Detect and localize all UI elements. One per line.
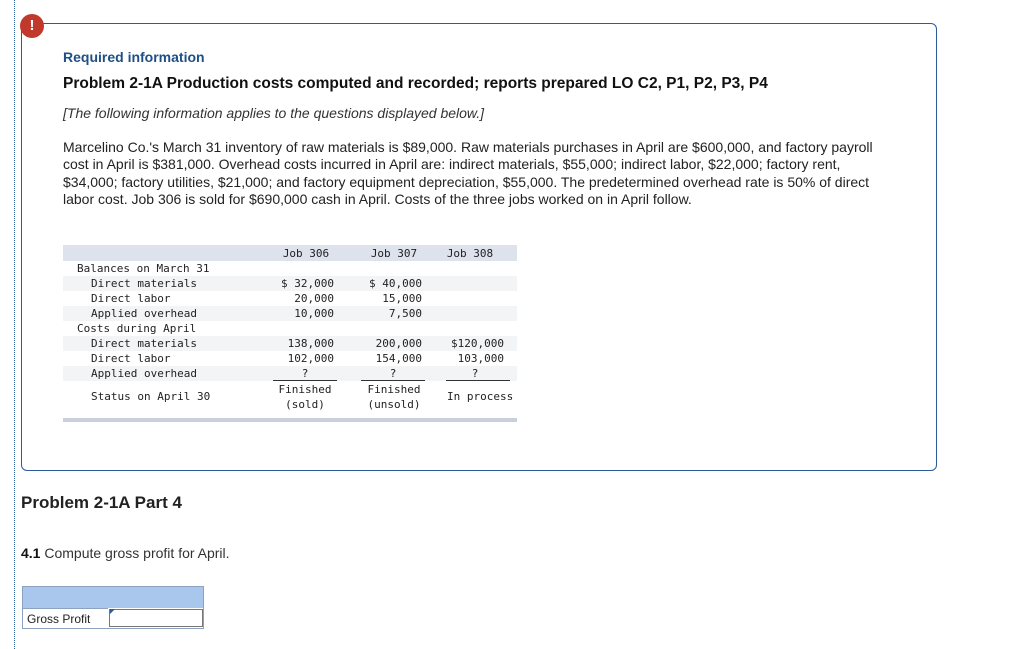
alert-icon: !: [20, 14, 44, 38]
question-prompt: [21, 545, 230, 561]
required-info-label: Required information: [63, 49, 205, 65]
row-label-applied-overhead: Applied overhead: [91, 367, 197, 380]
cell-bal-dl-306: 20,000: [294, 292, 334, 305]
status-308: In process: [447, 390, 514, 403]
section-april-label: Costs during April: [77, 322, 197, 335]
total-underline: [273, 380, 337, 381]
cell-apr-dl-307: 154,000: [375, 352, 422, 365]
gross-profit-answer-table: [22, 586, 204, 629]
status-306-line2: (sold): [285, 398, 325, 411]
status-label: Status on April 30: [91, 390, 211, 403]
cell-bal-dm-306: $ 32,000: [281, 277, 334, 290]
total-underline: [446, 380, 510, 381]
answer-table-header: [23, 587, 203, 608]
part-title: Problem 2-1A Part 4: [21, 493, 182, 512]
cell-apr-dm-308: $120,000: [451, 337, 504, 350]
col-header-job-308: Job 308: [446, 247, 494, 260]
row-label-direct-materials: Direct materials: [91, 277, 197, 290]
cell-apr-ao-307: ?: [389, 367, 397, 380]
cell-bal-dl-307: 15,000: [382, 292, 422, 305]
cell-apr-ao-306: ?: [301, 367, 309, 380]
left-border-rule: [14, 0, 15, 649]
problem-title: Problem 2-1A Production costs computed and recorded; reports prepared LO C2, P1, P2, P3, P4: [63, 75, 768, 92]
cell-apr-dm-306: 138,000: [287, 337, 334, 350]
status-306-line1: Finished: [278, 383, 332, 396]
cell-apr-ao-308: ?: [471, 367, 479, 380]
cell-apr-dm-307: 200,000: [375, 337, 422, 350]
cell-apr-dl-306: 102,000: [287, 352, 334, 365]
cell-apr-dl-308: 103,000: [457, 352, 504, 365]
col-header-job-307: Job 307: [370, 247, 418, 260]
total-underline: [361, 380, 425, 381]
problem-paragraph: Marcelino Co.'s March 31 inventory of raw materials is $89,000. Raw materials purchases in April are $600,000, and factory payroll cost in April is $381,000. Overhead costs incurred in April are: indirect materials, $55,000; indirect labor, $22,000; factory rent, $34,000; factory utilities, $21,000; and factory equipment depreciation, $55,000. The predetermined overhead rate is 50% of direct labor cost. Job 306 is sold for $690,000 cash in April. Costs of the three jobs worked on in April follow.: [63, 139, 873, 207]
gross-profit-label: Gross Profit: [23, 608, 108, 628]
info-note: [The following information applies to the questions displayed below.]: [63, 105, 485, 121]
section-balances-label: Balances on March 31: [77, 262, 210, 275]
row-label-direct-materials: Direct materials: [91, 337, 197, 350]
row-label-direct-labor: Direct labor: [91, 292, 171, 305]
cell-bal-ao-307: 7,500: [388, 307, 422, 320]
question-text: Compute gross profit for April.: [40, 545, 230, 561]
row-label-applied-overhead: Applied overhead: [91, 307, 197, 320]
table-footer-band: [63, 418, 517, 422]
row-label-direct-labor: Direct labor: [91, 352, 171, 365]
question-number: 4.1: [21, 545, 41, 561]
col-header-job-306: Job 306: [282, 247, 330, 260]
status-307-line2: (unsold): [367, 398, 421, 411]
input-corner-marker: [110, 609, 115, 614]
gross-profit-input[interactable]: [109, 609, 203, 627]
status-307-line1: Finished: [367, 383, 421, 396]
cell-bal-ao-306: 10,000: [294, 307, 334, 320]
cell-bal-dm-307: $ 40,000: [369, 277, 422, 290]
job-costs-table: [63, 245, 517, 423]
